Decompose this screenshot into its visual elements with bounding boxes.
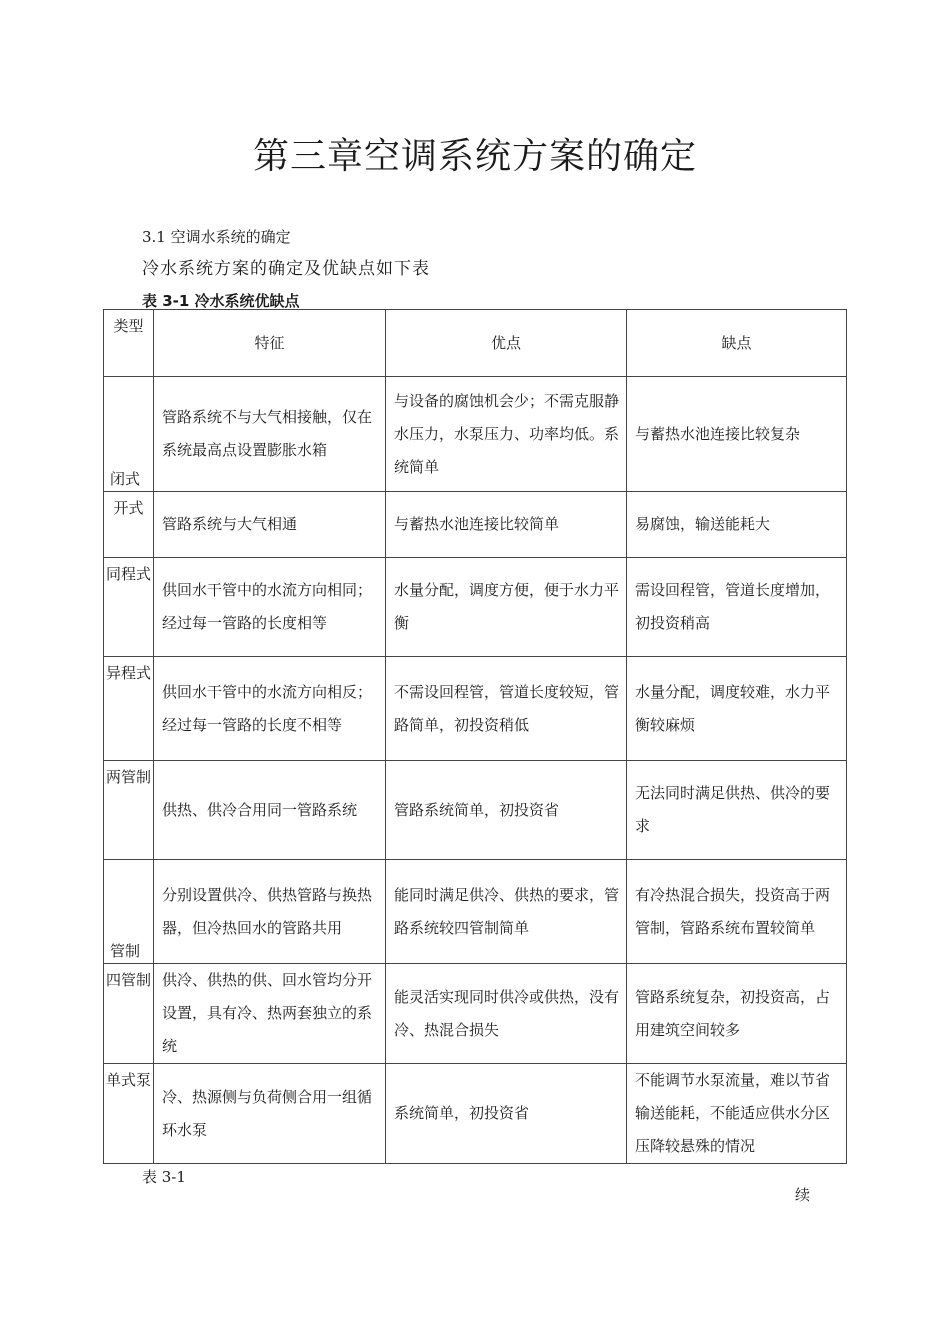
header-type: 类型 xyxy=(104,310,154,377)
row-type: 开式 xyxy=(104,492,154,558)
table-row xyxy=(104,657,847,761)
row-type xyxy=(104,377,154,492)
table-caption: 表 3-1 冷水系统优缺点 xyxy=(142,292,300,310)
row-cons: 不能调节水泵流量，难以节省输送能耗，不能适应供水分区压降较悬殊的情况 xyxy=(627,1064,847,1164)
row-type-label: 闭式 xyxy=(110,470,141,488)
row-feature: 冷、热源侧与负荷侧合用一组循环水泵 xyxy=(154,1064,386,1164)
table-row xyxy=(104,1064,847,1164)
row-pros: 系统简单，初投资省 xyxy=(386,1064,627,1164)
row-feature: 管路系统不与大气相接触，仅在系统最高点设置膨胀水箱 xyxy=(154,377,386,492)
table-row xyxy=(104,377,847,492)
table-row xyxy=(104,492,847,558)
table-row xyxy=(104,558,847,657)
row-feature: 供回水干管中的水流方向相同；经过每一管路的长度相等 xyxy=(154,558,386,657)
row-type-label: 管制 xyxy=(110,942,141,960)
row-type: 四管制 xyxy=(104,964,154,1064)
table-header-row xyxy=(104,310,847,377)
row-pros: 与蓄热水池连接比较简单 xyxy=(386,492,627,558)
row-type: 单式泵 xyxy=(104,1064,154,1164)
footer-continued: 续 xyxy=(795,1186,811,1204)
header-cons: 缺点 xyxy=(627,310,847,377)
row-cons: 无法同时满足供热、供冷的要求 xyxy=(627,761,847,860)
row-feature: 供冷、供热的供、回水管均分开设置，具有冷、热两套独立的系统 xyxy=(154,964,386,1064)
intro-text: 冷水系统方案的确定及优缺点如下表 xyxy=(142,259,430,279)
row-pros: 能灵活实现同时供冷或供热，没有冷、热混合损失 xyxy=(386,964,627,1064)
row-feature: 管路系统与大气相通 xyxy=(154,492,386,558)
row-pros: 不需设回程管，管道长度较短，管路简单，初投资稍低 xyxy=(386,657,627,761)
footer-table-label: 表 3-1 xyxy=(142,1168,186,1186)
row-type: 异程式 xyxy=(104,657,154,761)
row-feature: 供热、供冷合用同一管路系统 xyxy=(154,761,386,860)
row-pros: 管路系统简单，初投资省 xyxy=(386,761,627,860)
table-row xyxy=(104,860,847,964)
row-type: 两管制 xyxy=(104,761,154,860)
row-cons: 需设回程管，管道长度增加，初投资稍高 xyxy=(627,558,847,657)
row-pros: 能同时满足供冷、供热的要求，管路系统较四管制简单 xyxy=(386,860,627,964)
row-feature: 供回水干管中的水流方向相反；经过每一管路的长度不相等 xyxy=(154,657,386,761)
comparison-table xyxy=(103,309,847,1164)
table-row xyxy=(104,761,847,860)
row-pros: 水量分配，调度方便，便于水力平衡 xyxy=(386,558,627,657)
row-cons: 与蓄热水池连接比较复杂 xyxy=(627,377,847,492)
table-row xyxy=(104,964,847,1064)
row-cons: 易腐蚀，输送能耗大 xyxy=(627,492,847,558)
row-pros: 与设备的腐蚀机会少；不需克服静水压力，水泵压力、功率均低。系统简单 xyxy=(386,377,627,492)
row-cons: 有冷热混合损失，投资高于两管制，管路系统布置较简单 xyxy=(627,860,847,964)
page-title: 第三章空调系统方案的确定 xyxy=(252,136,697,177)
header-pros: 优点 xyxy=(386,310,627,377)
row-type xyxy=(104,860,154,964)
header-feature: 特征 xyxy=(154,310,386,377)
row-feature: 分别设置供冷、供热管路与换热器，但冷热回水的管路共用 xyxy=(154,860,386,964)
row-type: 同程式 xyxy=(104,558,154,657)
row-cons: 管路系统复杂，初投资高，占用建筑空间较多 xyxy=(627,964,847,1064)
section-heading: 3.1 空调水系统的确定 xyxy=(142,228,291,246)
row-cons: 水量分配，调度较难，水力平衡较麻烦 xyxy=(627,657,847,761)
